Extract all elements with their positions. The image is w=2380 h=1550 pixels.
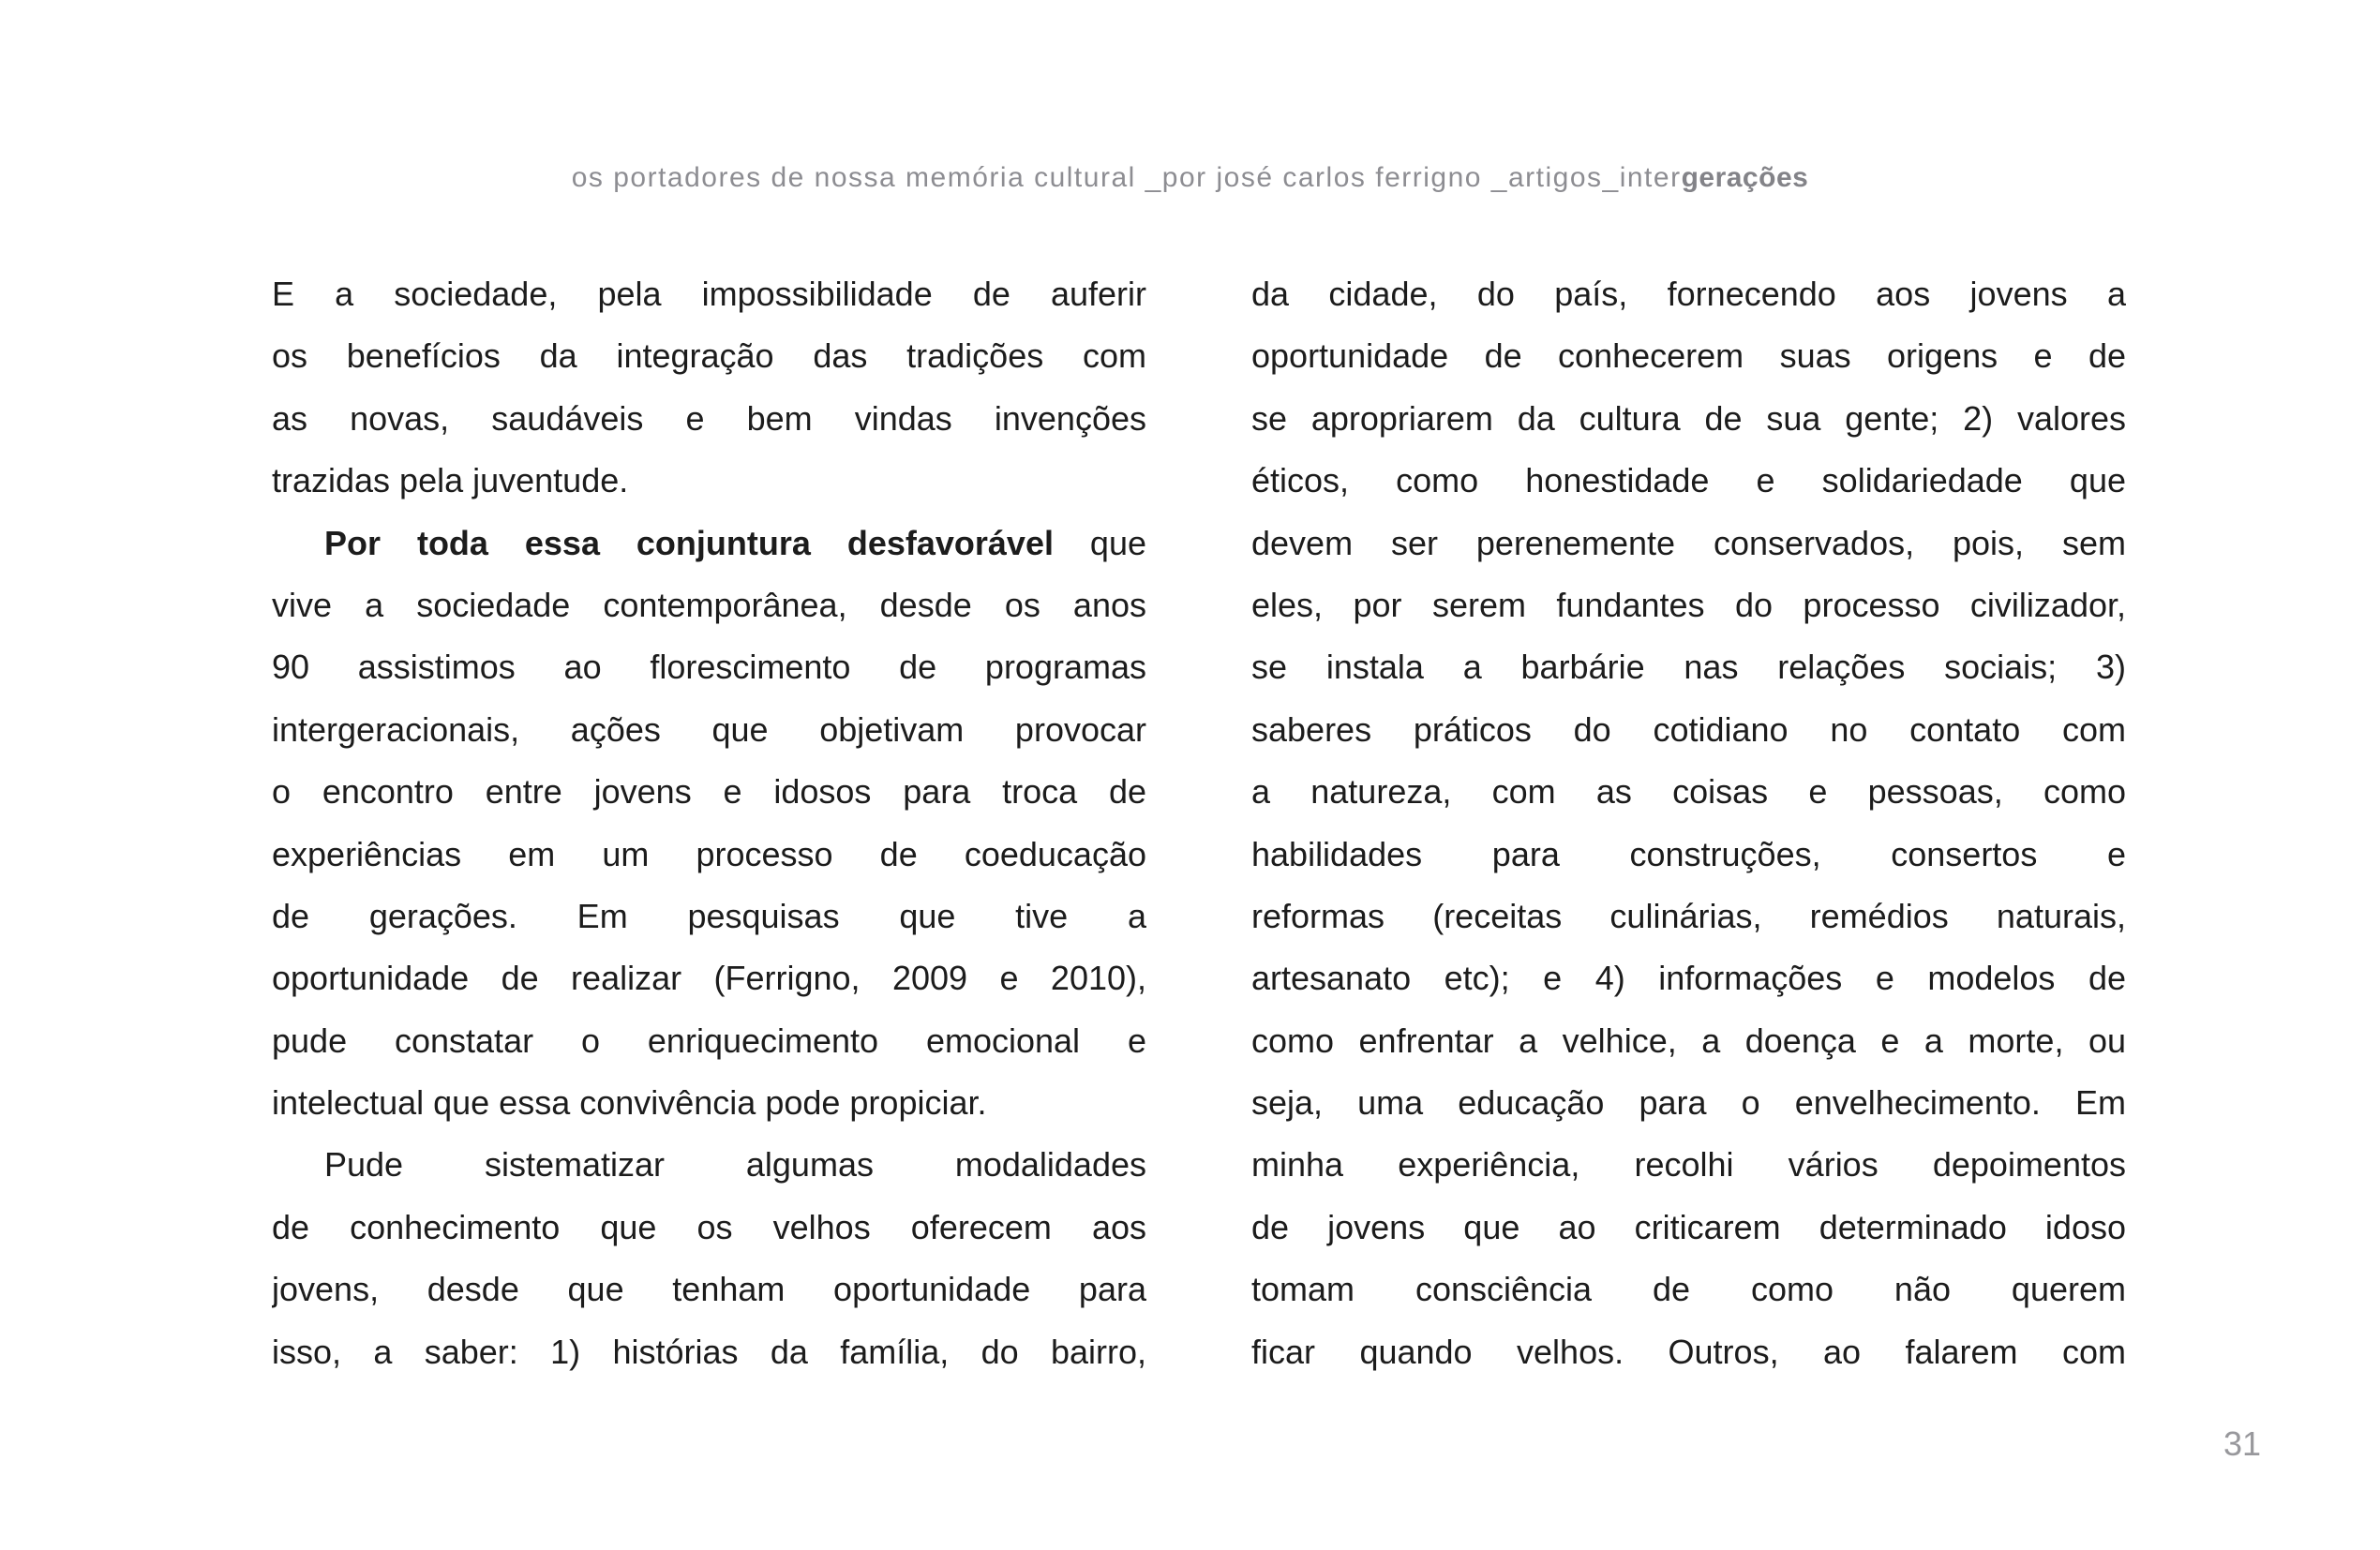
text-run: intergeracionais, ações que objetivam provocar — [272, 709, 1146, 749]
text-run: vive a sociedade contemporânea, desde os anos — [272, 585, 1146, 624]
text-run: reformas (receitas culinárias, remédios naturais, — [1251, 896, 2126, 935]
text-line — [272, 699, 1146, 761]
text-line — [272, 263, 1146, 325]
running-header-text: os portadores de nossa memória cultural _por josé carlos ferrigno _artigos_inter — [571, 162, 1682, 193]
text-run: se instala a barbárie nas relações sociais; 3) — [1251, 648, 2126, 687]
text-line — [1251, 1134, 2126, 1196]
text-run: tomam consciência de como não querem — [1251, 1270, 2126, 1309]
text-line — [1251, 1072, 2126, 1134]
text-run: se apropriarem da cultura de sua gente; 2) valores — [1251, 398, 2126, 438]
text-run: pude constatar o enriquecimento emocional e — [272, 1021, 1146, 1060]
text-run: habilidades para construções, consertos e — [1251, 834, 2126, 873]
text-line — [1251, 574, 2126, 636]
text-line — [1251, 1197, 2126, 1259]
text-run: experiências em um processo de coeducação — [272, 834, 1146, 873]
text-run: de conhecimento que os velhos oferecem aos — [272, 1207, 1146, 1246]
text-line — [272, 1072, 1146, 1134]
text-line — [1251, 947, 2126, 1009]
text-run: trazidas pela juventude. — [272, 461, 629, 500]
text-run: intelectual que essa convivência pode propiciar. — [272, 1083, 987, 1123]
running-header-brand: gerações — [1681, 162, 1809, 193]
text-run: artesanato etc); e 4) informações e modelos de — [1251, 959, 2126, 998]
text-line — [272, 388, 1146, 450]
text-line — [272, 886, 1146, 947]
text-line — [272, 824, 1146, 886]
text-run: éticos, como honestidade e solidariedade que — [1251, 461, 2126, 500]
text-line — [1251, 450, 2126, 512]
text-run: E a sociedade, pela impossibilidade de auferir — [272, 275, 1146, 313]
text-run: saberes práticos do cotidiano no contato com — [1251, 709, 2126, 749]
text-run: o encontro entre jovens e idosos para troca de — [272, 772, 1146, 812]
text-line — [272, 761, 1146, 823]
text-run: como enfrentar a velhice, a doença e a morte, ou — [1251, 1021, 2126, 1060]
text-line — [1251, 761, 2126, 823]
text-line — [1251, 699, 2126, 761]
text-line — [1251, 1259, 2126, 1320]
text-line — [1251, 263, 2126, 325]
left-column — [272, 263, 1146, 1383]
article-body — [272, 263, 2126, 1383]
text-line — [272, 636, 1146, 698]
text-line — [1251, 636, 2126, 698]
text-run: seja, uma educação para o envelhecimento. Em — [1251, 1083, 2126, 1123]
text-line — [272, 513, 1146, 574]
page-number: 31 — [2223, 1424, 2261, 1463]
text-run: de jovens que ao criticarem determinado idoso — [1251, 1207, 2126, 1246]
text-run: 90 assistimos ao florescimento de programas — [272, 648, 1146, 687]
text-run: eles, por serem fundantes do processo civilizador, — [1251, 585, 2126, 624]
text-line — [1251, 513, 2126, 574]
text-run: as novas, saudáveis e bem vindas invenções — [272, 398, 1146, 438]
text-line — [1251, 1321, 2126, 1383]
text-run: oportunidade de conhecerem suas origens e de — [1251, 336, 2126, 376]
right-column — [1251, 263, 2126, 1383]
text-line — [1251, 1010, 2126, 1072]
text-line — [1251, 325, 2126, 387]
text-line — [272, 325, 1146, 387]
text-line — [272, 1197, 1146, 1259]
text-line — [1251, 824, 2126, 886]
text-run: devem ser perenemente conservados, pois, sem — [1251, 523, 2126, 562]
running-header — [0, 161, 2380, 195]
text-run: a natureza, com as coisas e pessoas, como — [1251, 772, 2126, 812]
text-line — [272, 947, 1146, 1009]
text-run: que — [1053, 523, 1146, 562]
text-line — [272, 1010, 1146, 1072]
text-run: minha experiência, recolhi vários depoimentos — [1251, 1145, 2126, 1185]
text-run: Pude sistematizar algumas modalidades — [324, 1145, 1146, 1185]
text-run: os benefícios da integração das tradições com — [272, 336, 1146, 376]
text-run: da cidade, do país, fornecendo aos jovens a — [1251, 275, 2126, 313]
text-run: ficar quando velhos. Outros, ao falarem com — [1251, 1332, 2126, 1371]
text-line — [272, 450, 1146, 512]
text-run: isso, a saber: 1) histórias da família, do bairro, — [272, 1332, 1146, 1371]
text-run: de gerações. Em pesquisas que tive a — [272, 896, 1146, 935]
text-line — [1251, 886, 2126, 947]
text-line — [272, 1259, 1146, 1320]
text-run: jovens, desde que tenham oportunidade para — [272, 1270, 1146, 1309]
text-run: oportunidade de realizar (Ferrigno, 2009 e 2010), — [272, 959, 1146, 998]
bold-run: Por toda essa conjuntura desfavorável — [324, 523, 1054, 562]
text-line — [272, 1321, 1146, 1383]
text-line — [1251, 388, 2126, 450]
text-line — [272, 1134, 1146, 1196]
text-line — [272, 574, 1146, 636]
